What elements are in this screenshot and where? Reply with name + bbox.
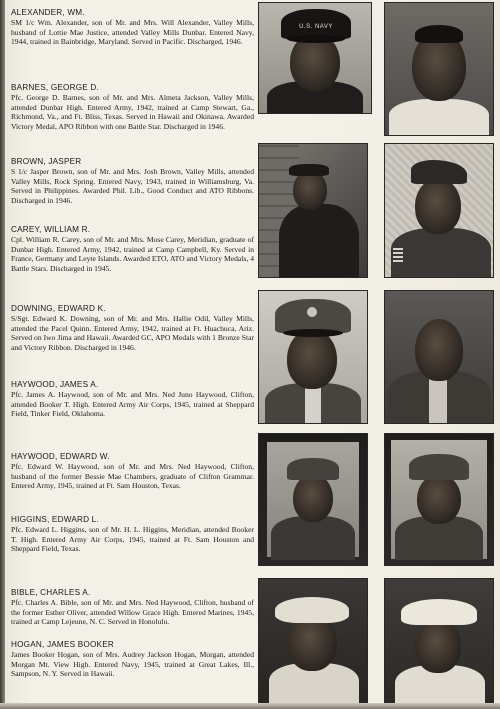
entry-barnes [11, 83, 254, 131]
entry-haywood-edward [11, 452, 254, 491]
entry-bible [11, 588, 254, 627]
page-bottom-edge [0, 703, 500, 709]
entry-bio: Pfc. Charles A. Bible, son of Mr. and Mrs. Ned Haywood, Clifton, husband of the former Esther Oliver, attended Willow Grace High. Entered Marines, 1945, trained at Camp Lejeune, N. C. Served in Honolulu. [11, 598, 254, 627]
entry-downing [11, 304, 254, 352]
entry-name: BROWN, JASPER [11, 157, 82, 166]
portrait-photo-carey [384, 143, 494, 278]
entry-bio: Pfc. George D. Barnes, son of Mr. and Mrs. Almeta Jackson, Valley Mills, attended Dunbar High. Entered Army, 1942, trained at Camp Stewart, Ga., Richmond, Va., and Ft. Bliss, Texas. Served in Hawaii and Okinawa. Awarded Victory Medal, APO Ribbon with one Battle Star. Discharged in 1946. [11, 93, 254, 131]
entry-bio: Pfc. James A. Haywood, son of Mr. and Mrs. Ned Juno Haywood, Clifton, attended Booker T. High. Entered Army Air Corps, 1945, trained at Sheppard Field, Tinker Field, Oklahoma. [11, 390, 254, 419]
portrait-photo-alexander [258, 2, 372, 114]
entry-name: DOWNING, EDWARD K. [11, 304, 106, 313]
entry-bio: S/Sgt. Edward K. Downing, son of Mr. and Mrs. Hallie Odil, Valley Mills, attended the Pacel Quinn. Entered Army, 1942, trained at Ft. Huachuca, Ariz. Served on Iwo Jima and Hawaii. Awarded GC, APO Medals with 1 Bronze Star and Victory Ribbon. Discharged in 1946. [11, 314, 254, 352]
entry-name: HOGAN, JAMES BOOKER [11, 640, 114, 649]
cap-band-text: U.S. NAVY [299, 24, 333, 30]
entry-higgins [11, 515, 254, 554]
entry-carey [11, 225, 254, 273]
entry-name: BIBLE, CHARLES A. [11, 588, 91, 597]
entry-alexander [11, 8, 254, 47]
entry-name: HIGGINS, EDWARD L. [11, 515, 99, 524]
portrait-photo-downing [258, 290, 368, 424]
entry-bio: S 1/c Jasper Brown, son of Mr. and Mrs. Josh Brown, Valley Mills, attended Valley Mills, Rock Spring. Entered Navy, 1943, trained in Williamsburg, Va. Served in Philippines. Awarded Phil. Lib., Good Conduct and ATO Ribbons. Discharged in 1946. [11, 167, 254, 205]
portrait-photo-higgins [384, 433, 494, 566]
entry-name: HAYWOOD, JAMES A. [11, 380, 99, 389]
entry-bio: SM 1/c Wm. Alexander, son of Mr. and Mrs. Will Alexander, Valley Mills, husband of Lottie Mae Justice, attended Valley Mills Dunbar. Entered Navy, 1944, trained in Bainbridge, Maryland. Served in Pacific. Discharged, 1946. [11, 18, 254, 47]
entry-bio: Cpl. William R. Carey, son of Mr. and Mrs. Mose Carey, Meridian, graduate of Dunbar High. Entered Army, 1942, trained at Camp Campbell, Ky. Served in France, Germany and Leyte Islands. Awarded ETO, ATO and Victory Medals, 4 Battle Stars. Discharged in 1945. [11, 235, 254, 273]
portrait-photo-haywood-edward [258, 433, 368, 566]
portrait-photo-hogan [384, 578, 494, 704]
page-binding-edge [0, 0, 5, 709]
portrait-photo-barnes [384, 2, 494, 136]
portrait-photo-bible [258, 578, 368, 704]
entry-haywood-james [11, 380, 254, 419]
portrait-photo-haywood-james [384, 290, 494, 424]
entry-brown [11, 157, 254, 205]
entry-name: BARNES, GEORGE D. [11, 83, 100, 92]
entry-bio: Pfc. Edward W. Haywood, son of Mr. and Mrs. Ned Haywood, Clifton, husband of the former Bessie Mae Chambers, graduate of Clifton Grammar. Entered Army, 1945, trained at Ft. Sam Houston, Texas. [11, 462, 254, 491]
entry-bio: Pfc. Edward L. Higgins, son of Mr. H. L. Higgins, Meridian, attended Booker T. High. Entered Army Air Corps, 1945, trained at Ft. Sam Houston and Sheppard Field, Texas. [11, 525, 254, 554]
entry-name: CAREY, WILLIAM R. [11, 225, 91, 234]
entry-name: ALEXANDER, WM. [11, 8, 85, 17]
entry-hogan [11, 640, 254, 679]
portrait-photo-brown [258, 143, 368, 278]
entry-name: HAYWOOD, EDWARD W. [11, 452, 110, 461]
entry-bio: James Booker Hogan, son of Mrs. Audrey Jackson Hogan, Morgan, attended Morgan Mt. View High. Entered Navy, 1945, trained at Great Lakes, Ill., Sampson, N. Y. Served in Hawaii. [11, 650, 254, 679]
